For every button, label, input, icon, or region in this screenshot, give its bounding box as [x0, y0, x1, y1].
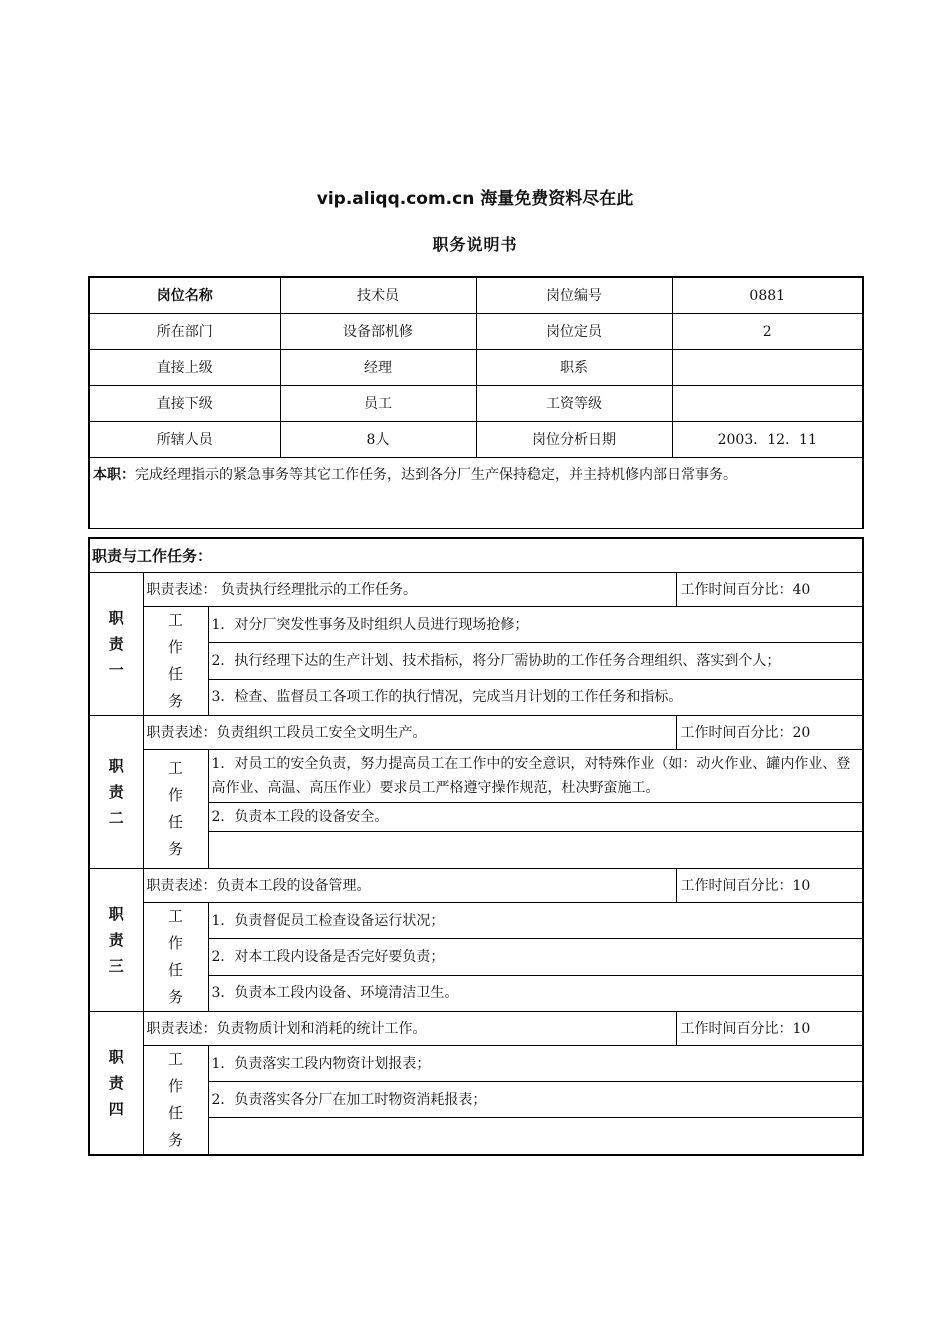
duty-description: 职责表述： 负责执行经理批示的工作任务。 [143, 573, 676, 607]
value-position-name: 技术员 [280, 277, 476, 314]
duties-header: 职责与工作任务： [89, 538, 863, 573]
duty-number: 职责三 [89, 869, 143, 1012]
duty-row [89, 1012, 863, 1046]
task-label: 工作任务 [143, 607, 208, 716]
info-row-staff [89, 422, 863, 458]
label-subordinate: 直接下级 [89, 386, 280, 422]
duty-time-percent: 工作时间百分比：10 [676, 1012, 863, 1046]
label-superior: 直接上级 [89, 350, 280, 386]
value-superior: 经理 [280, 350, 476, 386]
value-salary-grade [672, 386, 863, 422]
duties-table [88, 537, 864, 1156]
job-info-table [88, 276, 864, 529]
task-row [89, 750, 863, 803]
label-position-name: 岗位名称 [89, 277, 280, 314]
duty-row [89, 716, 863, 750]
task-row [89, 1046, 863, 1082]
task-item: 1．对分厂突发性事务及时组织人员进行现场抢修； [208, 607, 863, 643]
duty-row [89, 869, 863, 903]
value-department: 设备部机修 [280, 314, 476, 350]
value-job-family [672, 350, 863, 386]
task-row [89, 903, 863, 939]
task-item [208, 1118, 863, 1156]
info-row-department [89, 314, 863, 350]
info-row-subordinate [89, 386, 863, 422]
task-item: 2．负责落实各分厂在加工时物资消耗报表； [208, 1082, 863, 1118]
task-item: 2．对本工段内设备是否完好要负责； [208, 939, 863, 975]
task-row [89, 607, 863, 643]
info-row-superior [89, 350, 863, 386]
task-item: 3．检查、监督员工各项工作的执行情况，完成当月计划的工作任务和指标。 [208, 679, 863, 715]
duty-time-percent: 工作时间百分比：20 [676, 716, 863, 750]
task-item: 1．对员工的安全负责，努力提高员工在工作中的安全意识，对特殊作业（如：动火作业、罐内作业、登高作业、高温、高压作业）要求员工严格遵守操作规范，杜决野蛮施工。 [208, 750, 863, 803]
value-analysis-date: 2003．12．11 [672, 422, 863, 458]
duty-description: 职责表述：负责组织工段员工安全文明生产。 [143, 716, 676, 750]
duty-time-percent: 工作时间百分比：10 [676, 869, 863, 903]
duty-description: 职责表述：负责物质计划和消耗的统计工作。 [143, 1012, 676, 1046]
label-headcount: 岗位定员 [476, 314, 672, 350]
task-label: 工作任务 [143, 903, 208, 1012]
task-item: 2．执行经理下达的生产计划、技术指标，将分厂需协助的工作任务合理组织、落实到个人； [208, 643, 863, 679]
value-subordinate: 员工 [280, 386, 476, 422]
task-item: 1．负责督促员工检查设备运行状况； [208, 903, 863, 939]
site-title: vip.aliqq.com.cn 海量免费资料尽在此 [316, 189, 634, 209]
task-label: 工作任务 [143, 750, 208, 869]
summary-row [89, 458, 863, 529]
label-position-code: 岗位编号 [476, 277, 672, 314]
duties-header-row [89, 538, 863, 573]
value-headcount: 2 [672, 314, 863, 350]
value-staff: 8人 [280, 422, 476, 458]
task-label: 工作任务 [143, 1046, 208, 1156]
task-item: 3．负责本工段内设备、环境清洁卫生。 [208, 975, 863, 1011]
info-row-position [89, 277, 863, 314]
duty-description: 职责表述：负责本工段的设备管理。 [143, 869, 676, 903]
duty-number: 职责四 [89, 1012, 143, 1156]
value-position-code: 0881 [672, 277, 863, 314]
duty-time-percent: 工作时间百分比：40 [676, 573, 863, 607]
task-item [208, 832, 863, 869]
duty-row [89, 573, 863, 607]
document-title: 职务说明书 [432, 235, 518, 254]
duty-number: 职责一 [89, 573, 143, 716]
label-salary-grade: 工资等级 [476, 386, 672, 422]
label-staff: 所辖人员 [89, 422, 280, 458]
duty-number: 职责二 [89, 716, 143, 869]
label-analysis-date: 岗位分析日期 [476, 422, 672, 458]
task-item: 2．负责本工段的设备安全。 [208, 803, 863, 832]
label-job-family: 职系 [476, 350, 672, 386]
task-item: 1．负责落实工段内物资计划报表； [208, 1046, 863, 1082]
label-department: 所在部门 [89, 314, 280, 350]
job-summary [89, 458, 863, 529]
summary-label: 本职： [93, 467, 135, 483]
summary-text: 完成经理指示的紧急事务等其它工作任务，达到各分厂生产保持稳定，并主持机修内部日常事务。 [135, 467, 737, 483]
